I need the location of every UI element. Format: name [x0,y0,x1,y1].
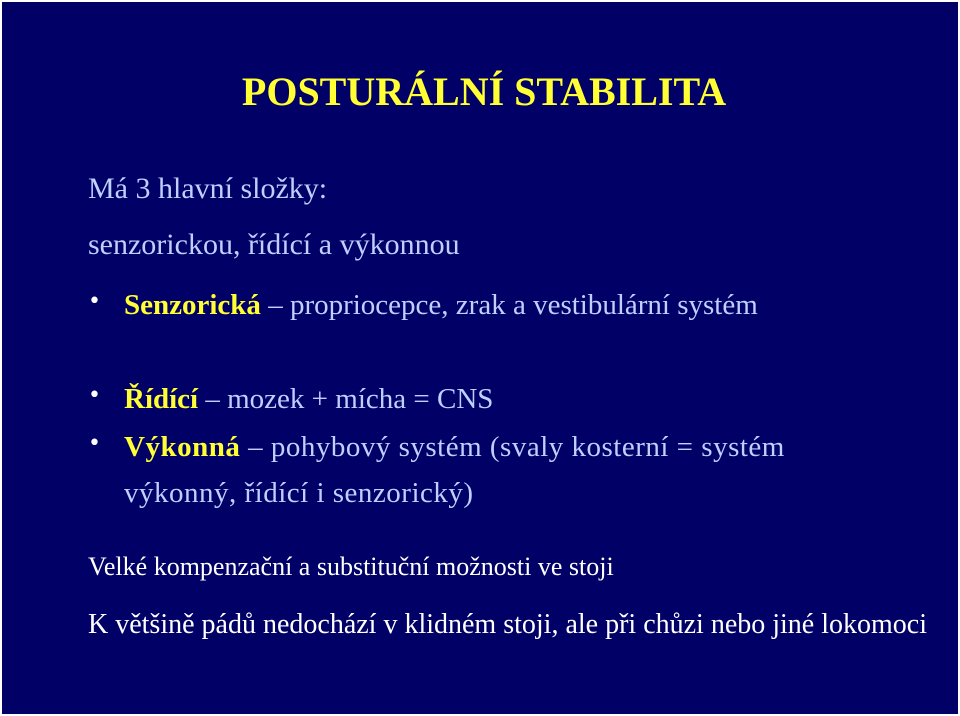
bullet-description: mozek + mícha = CNS [227,383,494,415]
bullet-text [124,376,904,422]
bullet-keyword: Senzorická [124,289,261,321]
bullet-dash: – [240,431,271,463]
bullet-text [124,424,904,516]
bullet-icon: • [88,289,101,314]
slide [2,2,958,714]
slide-title: POSTURÁLNÍ STABILITA [241,69,727,114]
paragraph-falls: K většině pádů nedochází v klidném stoji, ale při chůzi nebo jiné lokomoci [88,609,928,640]
bullet-description: propriocepce, zrak a vestibulární systém [289,289,758,321]
bullet-keyword: Řídící [124,383,199,415]
bullet-description: pohybový systém (svaly kosterní = systém výkonný, řídící i senzorický) [124,431,785,509]
intro-line-1: Má 3 hlavní složky: [88,172,328,205]
intro-line-2: senzorickou, řídící a výkonnou [88,228,460,261]
bullet-icon: • [88,431,101,456]
bullet-dash: – [198,383,228,415]
bullet-dash: – [260,289,290,321]
bullet-text [124,282,904,328]
paragraph-compensation: Velké kompenzační a substituční možnosti ve stoji [88,552,614,581]
bullet-keyword: Výkonná [124,431,241,463]
bullet-icon: • [88,383,101,408]
